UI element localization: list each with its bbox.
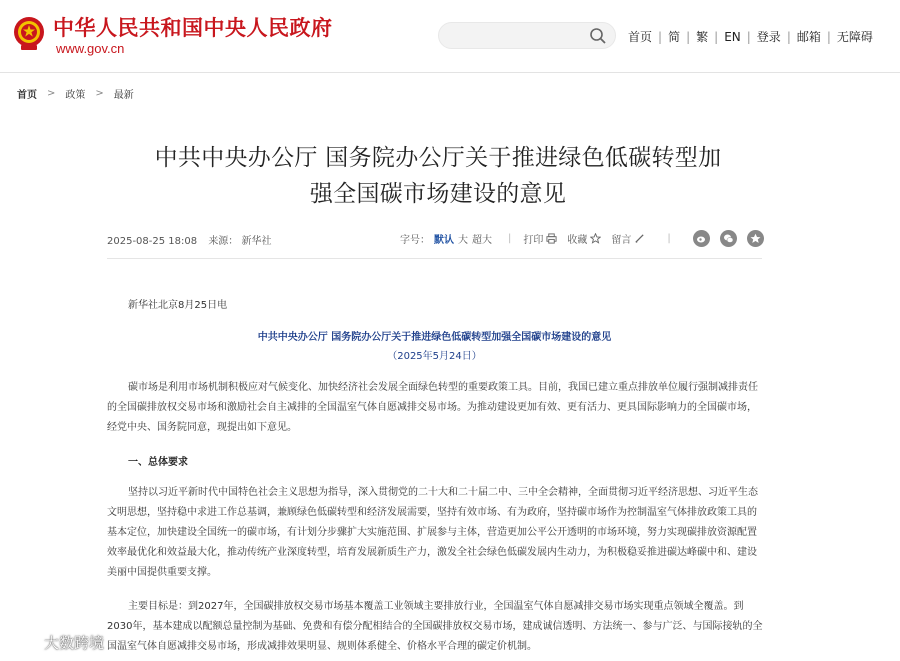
nav-mail-link[interactable]: 邮箱 (796, 30, 821, 44)
chevron-right-icon: > (95, 88, 104, 99)
star-icon[interactable] (590, 233, 601, 244)
top-nav (628, 28, 873, 45)
nav-separator: | (658, 29, 663, 44)
watermark-logo-icon (8, 633, 38, 653)
divider: | (508, 232, 512, 244)
document-title: 中共中央办公厅 国务院办公厅关于推进绿色低碳转型加强全国碳市场建设的意见 (257, 332, 612, 343)
search-box[interactable] (438, 22, 616, 49)
source-label: 来源： (208, 236, 239, 247)
font-size-large-button[interactable]: 大 (458, 234, 468, 246)
article-title-line2: 强全国碳市场建设的意见 (309, 181, 567, 207)
nav-separator: | (746, 29, 751, 44)
comment-button[interactable]: 留言 (611, 234, 632, 246)
publish-date: 2025-08-25 18:08 (107, 236, 198, 247)
search-input[interactable] (439, 23, 579, 48)
article-tools (400, 228, 764, 248)
nav-login-link[interactable]: 登录 (756, 30, 781, 44)
nav-accessibility-link[interactable]: 无障碍 (836, 30, 873, 44)
qzone-icon[interactable] (747, 230, 764, 247)
watermark-text: 大数跨境 (44, 634, 105, 652)
national-emblem-icon[interactable] (12, 14, 46, 52)
print-button[interactable]: 打印 (523, 234, 544, 246)
article-title (108, 140, 768, 212)
article-meta (107, 232, 280, 247)
nav-simplified-link[interactable]: 简 (668, 30, 681, 44)
site-header (0, 0, 900, 73)
dateline: 新华社北京8月25日电 (128, 300, 228, 311)
nav-home-link[interactable]: 首页 (628, 30, 653, 44)
nav-separator: | (686, 29, 691, 44)
meta-divider (107, 258, 762, 259)
breadcrumb-latest[interactable]: 最新 (113, 90, 134, 101)
watermark (8, 632, 104, 653)
nav-traditional-link[interactable]: 繁 (696, 30, 709, 44)
nav-english-link[interactable]: EN (724, 29, 741, 44)
breadcrumb (17, 86, 134, 101)
font-size-label: 字号： (400, 234, 430, 246)
font-size-default-button[interactable]: 默认 (434, 234, 454, 246)
section-heading: 一、总体要求 (128, 457, 188, 468)
weibo-icon[interactable] (693, 230, 710, 247)
pencil-icon[interactable] (634, 233, 645, 244)
source-name: 新华社 (241, 236, 272, 247)
paragraph-intro: 碳市场是利用市场机制积极应对气候变化、加快经济社会发展全面绿色转型的重要政策工具。目前，我国已建立重点排放单位履行强制减排责任的全国碳排放权交易市场和激励社会自主减排的全国温室气体自愿减排交易市场。为推动建设更加有效、更有活力、更具国际影响力的全国碳市场，经党中央、国务院同意，现提出如下意见。 (107, 382, 758, 433)
nav-separator: | (714, 29, 719, 44)
wechat-icon[interactable] (720, 230, 737, 247)
article-title-line1: 中共中央办公厅 国务院办公厅关于推进绿色低碳转型加 (154, 145, 722, 171)
divider: | (667, 232, 671, 244)
paragraph-requirements: 坚持以习近平新时代中国特色社会主义思想为指导，深入贯彻党的二十大和二十届二中、三中全会精神，全面贯彻习近平经济思想、习近平生态文明思想，坚持稳中求进工作总基调，兼顾绿色低碳转型和经济发展需要，坚持有效市场、有为政府，坚持碳市场作为控制温室气体排放政策工具的基本定位，加快建设全国统一的碳市场，有计划分步骤扩大实施范围、扩展参与主体，营造更加公平公开透明的市场环境，努力实现碳排放资源配置效率最优化和效益最大化，推动传统产业深度转型，培育发展新质生产力，激发全社会绿色低碳发展内生动力，为积极稳妥推进碳达峰碳中和、建设美丽中国提供重要支撑。 (107, 487, 758, 578)
chevron-right-icon: > (47, 88, 56, 99)
document-date: （2025年5月24日） (387, 351, 482, 362)
share-group (683, 230, 764, 247)
nav-separator: | (826, 29, 831, 44)
site-domain[interactable]: www.gov.cn (56, 41, 125, 56)
site-name[interactable]: 中华人民共和国中央人民政府 (53, 16, 333, 40)
paragraph-goals: 主要目标是：到2027年，全国碳排放权交易市场基本覆盖工业领域主要排放行业，全国温室气体自愿减排交易市场实现重点领域全覆盖。到2030年，基本建成以配额总量控制为基础、免费和有偿分配相结合的全国碳排放权交易市场，建成诚信透明、方法统一、参与广泛、与国际接轨的全国温室气体自愿减排交易市场，形成减排效果明显、规则体系健全、价格水平合理的碳定价机制。 (107, 601, 763, 652)
font-size-xlarge-button[interactable]: 超大 (472, 234, 492, 246)
breadcrumb-home[interactable]: 首页 (17, 90, 37, 101)
nav-separator: | (786, 29, 791, 44)
breadcrumb-policy[interactable]: 政策 (65, 90, 86, 101)
print-icon[interactable] (546, 233, 557, 244)
search-icon[interactable] (589, 27, 607, 45)
favorite-button[interactable]: 收藏 (567, 234, 588, 246)
